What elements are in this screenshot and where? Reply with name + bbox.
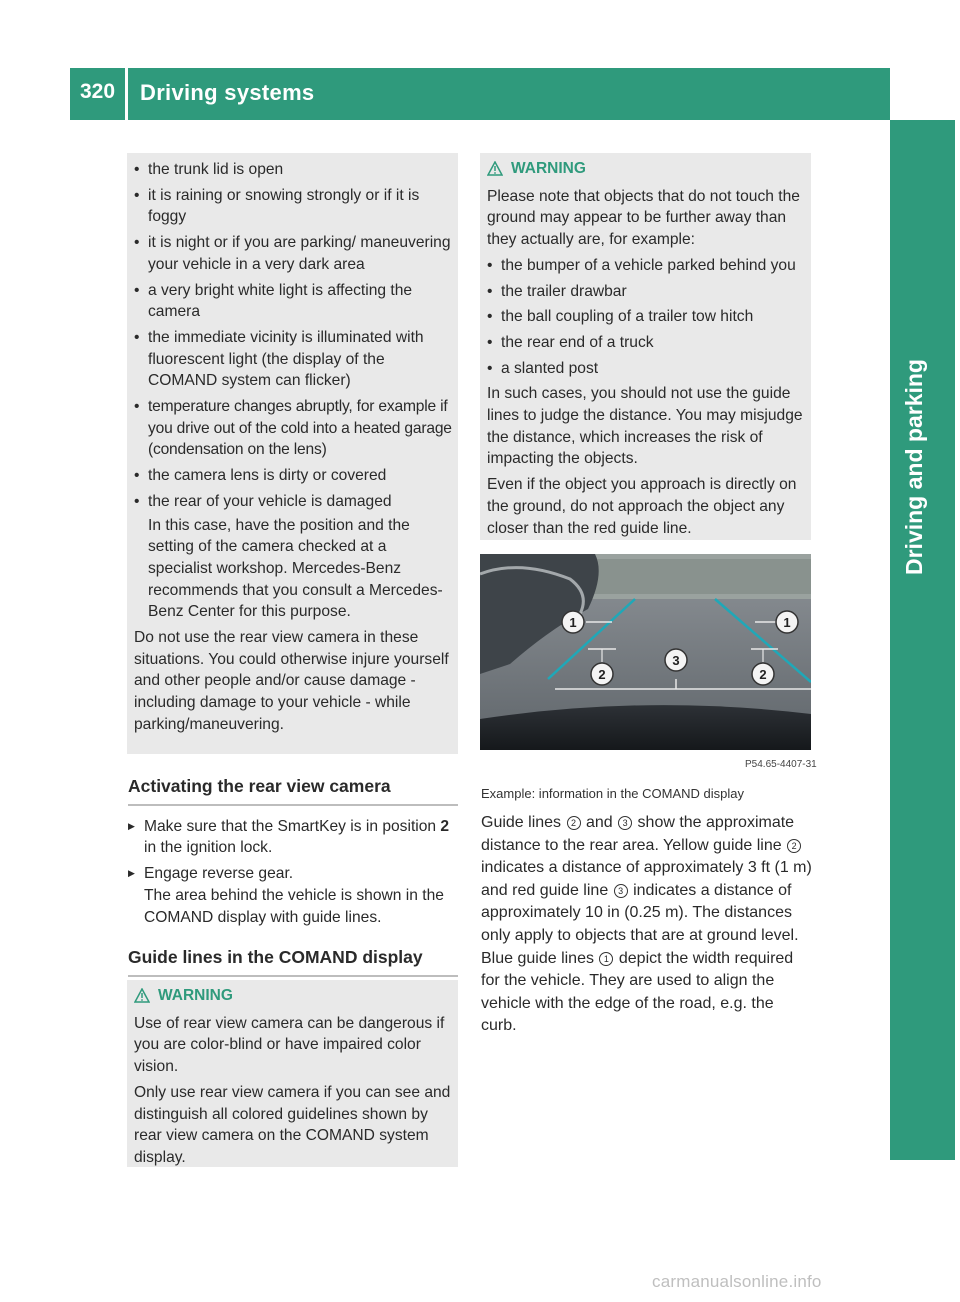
list-item: • it is night or if you are parking/ maneuvering your vehicle in a very dark area [134, 232, 454, 275]
section-activating [128, 776, 458, 932]
side-tab-label: Driving and parking [901, 359, 927, 575]
step-key-position: 2 [440, 817, 450, 835]
guide-lines-description [481, 812, 813, 1038]
callout-ref-3: 3 [614, 884, 628, 898]
body-text: indicates a distance of approximately 10 in (0.25 m). The distances only apply to objects that are at ground level. Blue guide lines [481, 881, 799, 967]
list-item: • the bumper of a vehicle parked behind you [487, 255, 809, 277]
list-item: • a very bright white light is affecting the camera [134, 280, 454, 323]
svg-text:1: 1 [783, 615, 791, 630]
step-text: in the ignition lock. [144, 839, 273, 857]
callout-1-right [776, 611, 798, 633]
list-item: • the ball coupling of a trailer tow hitch [487, 306, 809, 328]
callout-3 [665, 649, 687, 671]
list-item: • temperature changes abruptly, for example if you drive out of the cold into a heated garage (condensation on the lens) [134, 396, 454, 461]
warning-paragraph: In such cases, you should not use the guide lines to judge the distance. You may misjudge the distance, which increases the risk of impacting the objects. [487, 385, 803, 468]
list-item: • the trunk lid is open [134, 159, 454, 181]
step-result: The area behind the vehicle is shown in the COMAND display with guide lines. [144, 886, 444, 926]
camera-display-image [480, 554, 811, 750]
indent-note: In this case, have the position and the setting of the camera checked at a specialist workshop. Mercedes-Benz recommends that you consult a Mercedes-Benz Center for this purpose. [148, 516, 443, 621]
section-guide-lines [128, 947, 458, 977]
conditions-content [134, 159, 454, 740]
body-text: depict the width required for the vehicle. They are used to align the vehicle with the edge of the road, e.g. the curb. [481, 949, 794, 1035]
callout-ref-2: 2 [567, 816, 581, 830]
callout-ref-3: 3 [618, 816, 632, 830]
warning-paragraph: Even if the object you approach is directly on the ground, do not approach the object any closer than the red guide line. [487, 476, 797, 537]
section-heading: Guide lines in the COMAND display [128, 947, 458, 977]
step-item: ▶ Engage reverse gear. [128, 863, 458, 885]
side-tab [890, 120, 955, 1160]
warning-title: WARNING [158, 987, 233, 1004]
warning-right-content [487, 158, 809, 543]
callout-ref-1: 1 [599, 952, 613, 966]
warning-triangle-icon [134, 988, 150, 1003]
body-text: Guide lines [481, 814, 566, 831]
body-text: indicates a distance of approximately 3 ft (1 m) and red guide line [481, 859, 812, 899]
svg-text:2: 2 [598, 667, 606, 682]
side-tab-label-wrap [893, 320, 953, 580]
warning-paragraph: Only use rear view camera if you can see and distinguish all colored guidelines shown by rear view camera on the COMAND system display. [134, 1083, 451, 1166]
warning-header [487, 158, 809, 180]
warning-title: WARNING [511, 160, 586, 177]
figure-id: P54.65-4407-31 [745, 759, 817, 770]
warning-intro: Please note that objects that do not touch the ground may appear to be further away than they actually are, for example: [487, 187, 800, 249]
list-item: • a slanted post [487, 358, 809, 380]
callout-2-left [591, 663, 613, 685]
svg-text:2: 2 [759, 667, 767, 682]
callout-2-right [752, 663, 774, 685]
body-text: and [581, 814, 618, 831]
warning-header [134, 985, 454, 1007]
page-number: 320 [79, 80, 116, 103]
list-item: • the camera lens is dirty or covered [134, 465, 454, 487]
body-text: show the approximate distance to the rear area. Yellow guide line [481, 814, 795, 854]
list-item: • the rear of your vehicle is damaged [134, 491, 454, 513]
callout-1-left [562, 611, 584, 633]
step-item [128, 816, 458, 859]
step-text: Make sure that the SmartKey is in position [144, 817, 441, 835]
section-heading: Activating the rear view camera [128, 776, 458, 806]
warning-left-content [134, 985, 454, 1173]
warning-triangle-icon [487, 161, 503, 176]
list-item: • the immediate vicinity is illuminated with fluorescent light (the display of the COMAND system can flicker) [134, 327, 454, 392]
header-divider [125, 68, 128, 120]
warning-paragraph: Use of rear view camera can be dangerous if you are color-blind or have impaired color vision. [134, 1014, 445, 1076]
chapter-title: Driving systems [140, 80, 315, 105]
callout-ref-2: 2 [787, 839, 801, 853]
camera-display-figure [480, 554, 811, 750]
list-item: • the rear end of a truck [487, 332, 809, 354]
watermark: carmanualsonline.info [652, 1272, 822, 1291]
svg-text:3: 3 [672, 653, 680, 668]
list-item: • it is raining or snowing strongly or if it is foggy [134, 185, 454, 228]
figure-caption: Example: information in the COMAND display [481, 786, 744, 801]
svg-text:1: 1 [569, 615, 577, 630]
list-item: • the trailer drawbar [487, 281, 809, 303]
closing-paragraph: Do not use the rear view camera in these situations. You could otherwise injure yourself and other people and/or cause damage - including damage to your vehicle - while parking/maneuvering. [134, 629, 449, 733]
